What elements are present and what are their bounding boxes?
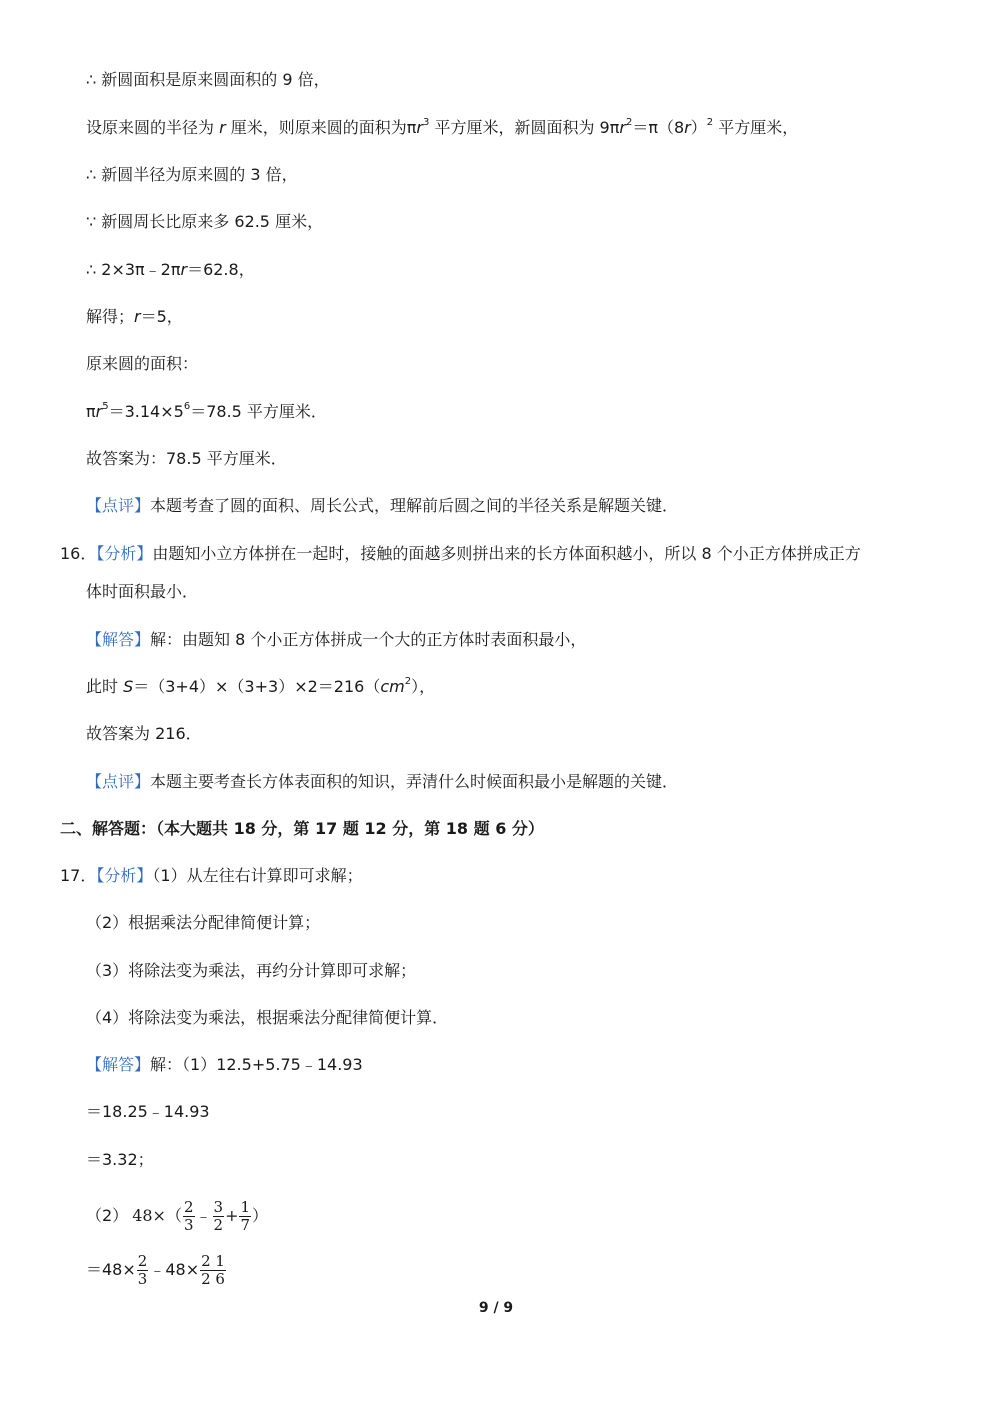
solution-line: 【解答】解：（1）12.5+5.75﹣14.93: [86, 1055, 363, 1074]
question-17-analysis: 17．【分析】（1）从左往右计算即可求解；: [60, 866, 363, 885]
page-number: 9 / 9: [478, 1300, 514, 1316]
math-expression: ＝48× $\frac{2}{3}$ ﹣48× $\frac{2 1}{2 6}$: [86, 1252, 225, 1288]
text-line: 原来圆的面积：: [86, 354, 199, 373]
text-line: 设原来圆的半径为 r 厘米，则原来圆的面积为$\pi r^3$ 平方厘米，新圆面积为 $9\pi r^2=\pi(8r)^2$ 平方厘米，: [86, 117, 799, 137]
fraction: $\frac{2 1}{2 6}$: [201, 1252, 225, 1288]
text-line: ∵ 新圆周长比原来多 62.5 厘米，: [86, 212, 324, 231]
text-line: ＝18.25﹣14.93: [86, 1102, 210, 1121]
question-number: 16．: [60, 544, 97, 563]
text-line: $\pi r^5=3.14\times 5^6=78.5$ 平方厘米．: [86, 401, 327, 421]
text-line: ∴ 新圆半径为原来圆的 3 倍，: [86, 165, 298, 184]
text-line: 解得；r＝5，: [86, 307, 183, 326]
text-line: （4）将除法变为乘法，根据乘法分配律简便计算．: [86, 1008, 449, 1027]
solution-tag: 【解答】: [86, 1055, 151, 1074]
fraction: $\frac{3}{2}$: [213, 1198, 224, 1234]
text-line: 故答案为：78.5 平方厘米．: [86, 449, 287, 468]
question-number: 17．: [60, 866, 97, 885]
comment-tag: 【点评】: [86, 772, 151, 791]
analysis-tag: 【分析】: [96, 866, 153, 885]
analysis-tag: 【分析】: [96, 544, 153, 563]
section-heading: 二、解答题：（本大题共 18 分，第 17 题 12 分，第 18 题 6 分）: [60, 819, 544, 838]
text-line: （2）根据乘法分配律简便计算；: [86, 913, 321, 932]
solution-tag: 【解答】: [86, 630, 151, 649]
fraction: $\frac{2}{3}$: [137, 1252, 148, 1288]
text-line: 故答案为 216．: [86, 724, 202, 743]
text-line: ∴ 新圆面积是原来圆面积的 9 倍，: [86, 70, 330, 89]
math-expression: （2） 48×（ $\frac{2}{3}$ ﹣ $\frac{3}{2}$ + $\frac{1}{7}$ ）: [86, 1198, 269, 1234]
comment-tag: 【点评】: [86, 496, 151, 515]
text-line: ＝3.32；: [86, 1150, 154, 1169]
comment-line: 【点评】本题考查了圆的面积、周长公式，理解前后圆之间的半径关系是解题关键．: [86, 496, 679, 515]
fraction: $\frac{2}{3}$: [183, 1198, 194, 1234]
text-line: ∴ 2×3π﹣2πr＝62.8，: [86, 260, 255, 279]
comment-line: 【点评】本题主要考查长方体表面积的知识，弄清什么时候面积最小是解题的关键．: [86, 772, 679, 791]
text-line: 此时 $S=(3+4)\times(3+3)\times 2=216(cm^2)$，: [86, 676, 436, 696]
text-line: （3）将除法变为乘法，再约分计算即可求解；: [86, 961, 417, 980]
question-16-analysis: 16．【分析】由题知小立方体拼在一起时，接触的面越多则拼出来的长方体面积越小，所以 8 个小正方体拼成正方: [60, 544, 861, 563]
text-line: 体时面积最小．: [86, 582, 199, 601]
fraction: $\frac{1}{7}$: [240, 1198, 251, 1234]
solution-line: 【解答】解：由题知 8 个小正方体拼成一个大的正方体时表面积最小，: [86, 630, 587, 649]
